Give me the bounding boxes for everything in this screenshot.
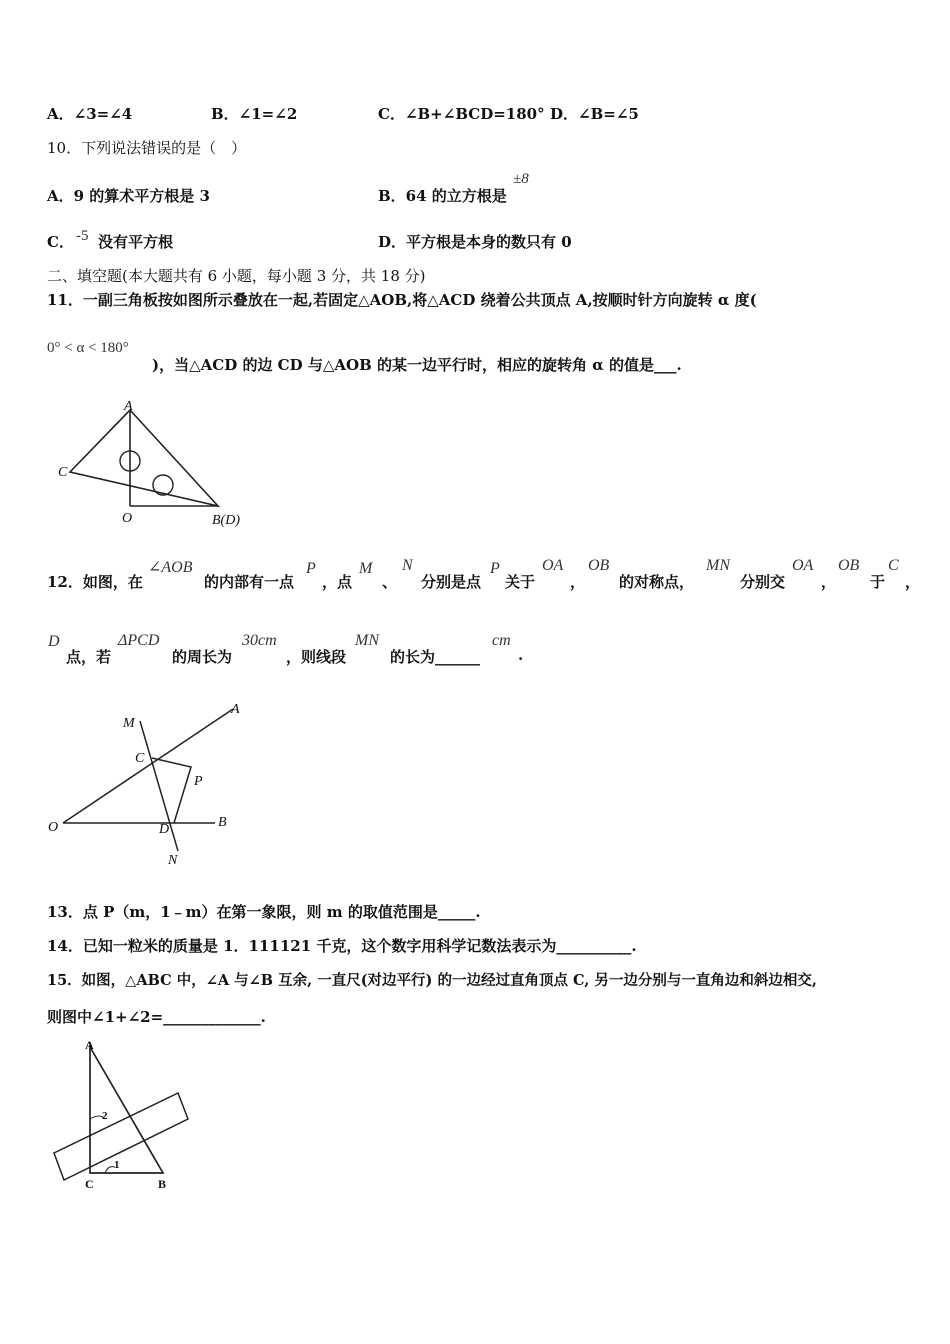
q11-figure <box>50 398 260 533</box>
q10-option-c-label: C． <box>47 233 74 251</box>
q9-option-c: C．∠B+∠BCD=180° <box>378 105 545 123</box>
q15-label-a: A <box>85 1038 94 1052</box>
q11-label-o: O <box>122 511 133 526</box>
q12-text-7: ， <box>570 573 586 591</box>
q12-text-9: 分别交 <box>740 573 786 591</box>
q11-label-bd: B(D) <box>212 513 240 528</box>
q12-math-mn2: MN <box>355 632 379 649</box>
q12-math-c: C <box>888 557 899 574</box>
q12-label-o: O <box>48 820 59 835</box>
q12-math-cm: cm <box>492 632 511 649</box>
q12-text-15: ，则线段 <box>286 648 347 666</box>
q10-option-c-text: 没有平方根 <box>98 233 174 251</box>
q9-option-a: A．∠3=∠4 <box>47 105 133 123</box>
q12-math-mn: MN <box>706 557 730 574</box>
q15-figure <box>45 1035 205 1195</box>
q9-option-d: D．∠B=∠5 <box>550 105 639 123</box>
q10-c-math: -5 <box>76 228 89 244</box>
q12-math-30cm: 30cm <box>242 632 277 649</box>
q12-math-aob: ∠AOB <box>148 559 193 576</box>
q11-range: 0° < α < 180° <box>47 340 129 356</box>
q12-label-b: B <box>218 815 227 830</box>
q15-angle-1: 1 <box>114 1159 120 1171</box>
q12-text-13: 点，若 <box>66 648 112 666</box>
q12-text-4: 、 <box>382 573 398 591</box>
q12-math-n: N <box>402 557 413 574</box>
q11-label-c: C <box>58 465 68 480</box>
q12-math-oa2: OA <box>792 557 814 574</box>
q12-math-ob: OB <box>588 557 610 574</box>
q12-text-5: 分别是点 <box>421 573 482 591</box>
q12-math-p: P <box>306 560 316 577</box>
q12-figure <box>45 695 265 875</box>
q12-math-oa: OA <box>542 557 564 574</box>
q15-label-b: B <box>158 1177 167 1191</box>
q12-text-2: 的内部有一点 <box>204 573 295 591</box>
q12-text-6: 关于 <box>505 573 536 591</box>
q12-text-11: 于 <box>870 573 886 591</box>
q12-label-d: D <box>159 822 170 837</box>
q12-text-16: 的长为______ <box>390 648 481 666</box>
q15-line1: 15．如图，△ABC 中，∠A 与∠B 互余, 一直尺(对边平行) 的一边经过直角顶点 C, 另一边分别与一直角边和斜边相交, <box>47 972 817 989</box>
q12-label-m: M <box>123 716 135 731</box>
q14-text: 14．已知一粒米的质量是 1．111121 千克，这个数字用科学记数法表示为__________. <box>47 937 637 955</box>
q11-line2: )，当△ACD 的边 CD 与△AOB 的某一边平行时，相应的旋转角 α 的值是___. <box>152 356 682 374</box>
q10-option-d: D．平方根是本身的数只有 0 <box>378 233 572 251</box>
q12-label-n: N <box>168 853 178 868</box>
q12-label-p: P <box>194 774 203 789</box>
q13-text: 13．点 P（m，1﹣m）在第一象限，则 m 的取值范围是_____. <box>47 903 481 921</box>
q12-math-p2: P <box>490 560 500 577</box>
q12-text-8: 的对称点， <box>619 573 695 591</box>
q10-option-b: B．64 的立方根是 <box>378 187 507 205</box>
q12-text-10: ， <box>821 573 837 591</box>
q12-math-m: M <box>359 560 373 577</box>
q12-text-14: 的周长为 <box>172 648 233 666</box>
q12-label-a: A <box>231 702 240 717</box>
q12-math-ob2: OB <box>838 557 860 574</box>
q12-text-17: . <box>518 646 524 664</box>
q12-text-12: ， <box>905 573 921 591</box>
q10-b-math: ±8 <box>513 171 529 187</box>
q11-line1 <box>47 289 757 310</box>
q11-label-a: A <box>124 399 133 414</box>
q11-text-1: 11．一副三角板按如图所示叠放在一起,若固定△AOB,将△ACD 绕着公共顶点 A,按顺时针方向旋转 α 度( <box>47 291 757 309</box>
q9-option-b: B．∠1=∠2 <box>211 105 298 123</box>
q12-text-3: ，点 <box>322 573 353 591</box>
q10-stem: 10．下列说法错误的是（ ） <box>47 139 247 157</box>
q15-line2: 则图中∠1+∠2=_____________. <box>47 1008 266 1026</box>
q12-text-1: 12．如图，在 <box>47 573 143 591</box>
q15-label-c: C <box>85 1177 94 1191</box>
q12-math-pcd: ΔPCD <box>118 632 160 649</box>
q10-option-a: A．9 的算术平方根是 3 <box>47 187 210 205</box>
q12-math-d: D <box>48 633 60 650</box>
q12-label-c: C <box>135 751 145 766</box>
section-heading: 二、填空题(本大题共有 6 小题，每小题 3 分，共 18 分) <box>47 267 426 285</box>
q15-angle-2: 2 <box>102 1110 108 1122</box>
